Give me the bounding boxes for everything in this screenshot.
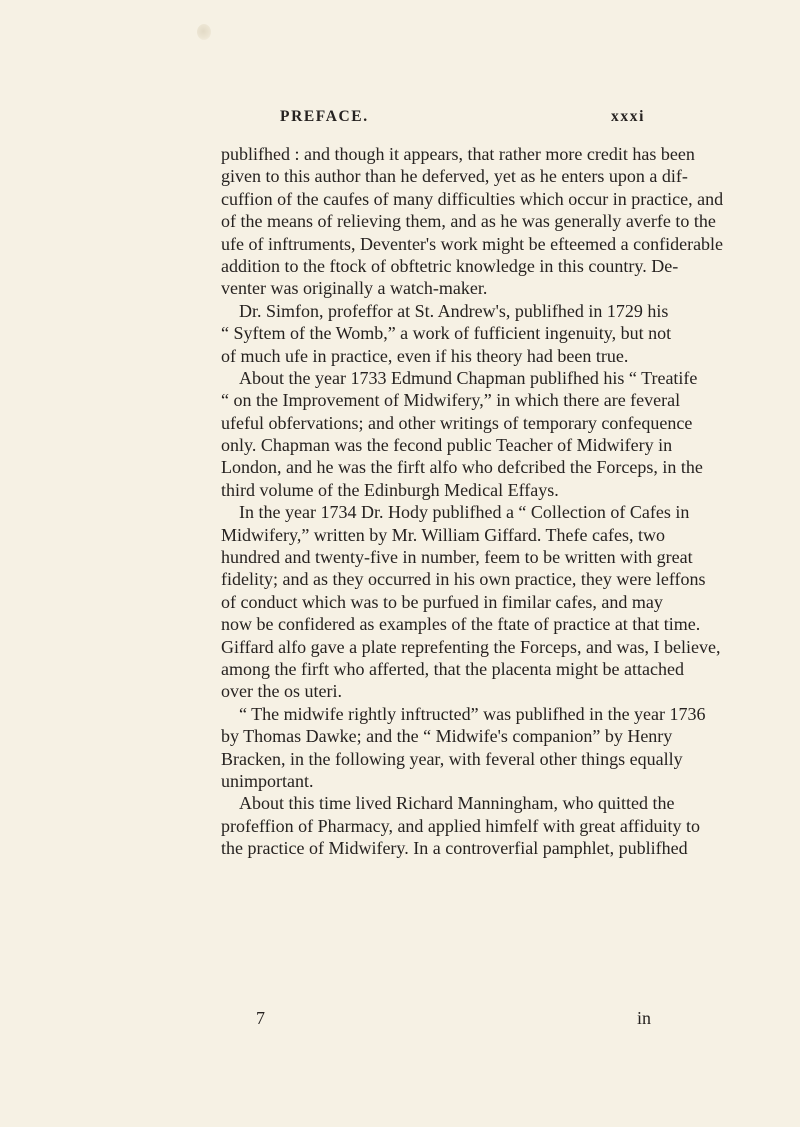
running-head (280, 108, 645, 132)
catchword: in (637, 1008, 652, 1028)
text-line: of much ufe in practice, even if his theory had been true. (221, 345, 629, 366)
text-line: ufe of inftruments, Deventer's work might be efteemed a confiderable (221, 233, 724, 254)
text-line: ufeful obfervations; and other writings of temporary confequence (221, 412, 693, 433)
text-line: profeffion of Pharmacy, and applied himfelf with great affiduity to (221, 815, 701, 836)
text-line: venter was originally a watch-maker. (221, 278, 488, 299)
text-line: of the means of relieving them, and as he was generally averfe to the (221, 211, 716, 232)
ink-blot (197, 24, 211, 40)
text-line: In the year 1734 Dr. Hody publifhed a “ Collection of Cafes in (239, 502, 690, 523)
text-line: Dr. Simfon, profeffor at St. Andrew's, publifhed in 1729 his (239, 300, 669, 321)
running-title: PREFACE. (280, 108, 369, 125)
text-line: “ Syftem of the Womb,” a work of fufficient ingenuity, but not (221, 323, 672, 344)
text-line: given to this author than he deferved, yet as he enters upon a dif- (221, 166, 688, 187)
body-text (221, 143, 724, 860)
text-line: London, and he was the firft alfo who defcribed the Forceps, in the (221, 457, 703, 478)
text-line: publifhed : and though it appears, that rather more credit has been (221, 144, 695, 164)
text-line: Bracken, in the following year, with feveral other things equally (221, 748, 683, 769)
text-line: “ The midwife rightly inftructed” was publifhed in the year 1736 (239, 703, 706, 724)
text-line: third volume of the Edinburgh Medical Effays. (221, 479, 559, 500)
text-line: of conduct which was to be purfued in fimilar cafes, and may (221, 591, 663, 612)
text-line: Midwifery,” written by Mr. William Giffard. Thefe cafes, two (221, 524, 665, 545)
signature-mark: 7 (256, 1008, 265, 1028)
text-line: now be confidered as examples of the ftate of practice at that time. (221, 614, 701, 635)
text-line: among the firft who afferted, that the placenta might be attached (221, 658, 684, 679)
text-line: the practice of Midwifery. In a controverfial pamphlet, publifhed (221, 838, 688, 859)
text-line: only. Chapman was the fecond public Teacher of Midwifery in (221, 435, 673, 456)
text-line: over the os uteri. (221, 681, 342, 702)
text-line: hundred and twenty-five in number, feem to be written with great (221, 547, 693, 568)
page-number: xxxi (611, 108, 645, 125)
text-line: addition to the ftock of obftetric knowledge in this country. De- (221, 255, 679, 276)
text-line: About this time lived Richard Manningham, who quitted the (239, 793, 675, 814)
text-line: unimportant. (221, 770, 314, 791)
text-line: fidelity; and as they occurred in his own practice, they were leffons (221, 569, 706, 590)
text-line: cuffion of the caufes of many difficulties which occur in practice, and (221, 188, 724, 209)
text-line: Giffard alfo gave a plate reprefenting the Forceps, and was, I believe, (221, 636, 721, 657)
text-line: “ on the Improvement of Midwifery,” in which there are feveral (221, 390, 681, 411)
text-line: About the year 1733 Edmund Chapman publifhed his “ Treatife (239, 367, 698, 388)
text-line: by Thomas Dawke; and the “ Midwife's companion” by Henry (221, 726, 673, 747)
